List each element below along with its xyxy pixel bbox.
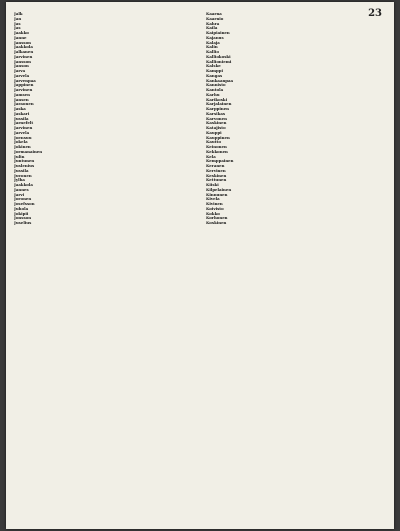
entry-surname: Jonsson: [14, 215, 32, 221]
entry-surname: Keinonen: [206, 144, 227, 149]
entry-surname: Jannes: [14, 186, 29, 192]
entry-surname: Kantola: [206, 87, 224, 92]
entry-surname: Kalske: [206, 63, 221, 69]
entry-surname: Karjalainen: [206, 101, 232, 107]
entry-surname: Kaskinen: [206, 120, 227, 126]
entry-surname: Kettunen: [206, 177, 227, 183]
entry-surname: Kilpelainen: [206, 186, 232, 192]
entry-surname: Koskinen: [206, 220, 227, 225]
entry-surname: Jansen: [14, 96, 29, 102]
entry-surname: Kekkonen: [206, 148, 228, 154]
entry-surname: Jylha: [14, 177, 25, 183]
entry-surname: Jaakko: [14, 30, 29, 35]
entry-surname: Jappinen: [14, 82, 34, 88]
entry-surname: Kalliokoski: [206, 53, 231, 59]
entry-surname: Kauppi: [206, 129, 222, 135]
entry-surname: Janson: [14, 63, 29, 69]
entry-surname: Joensuu: [14, 134, 32, 140]
directory-column-left: [14, 12, 192, 522]
entry-surname: Jansson: [14, 39, 31, 45]
entry-surname: Kauppinen: [206, 134, 230, 140]
entry-surname: Jokela: [14, 139, 28, 145]
entry-surname: Kallio: [206, 49, 219, 54]
entry-surname: Juselius: [14, 220, 32, 225]
entry-surname: Kaipiainen: [206, 30, 230, 35]
entry-surname: Jamsen: [14, 91, 30, 97]
entry-surname: Jas: [14, 20, 21, 26]
entry-surname: Josefsson: [14, 201, 35, 206]
entry-surname: Kankaanpaa: [206, 77, 234, 83]
entry-surname: Kivela: [206, 196, 220, 202]
entry-surname: Kaila: [206, 25, 218, 31]
entry-surname: Juntunen: [14, 158, 35, 164]
entry-surname: Kivinen: [206, 201, 223, 206]
entry-surname: Joronen: [14, 196, 32, 202]
entry-surname: Kalaja: [206, 39, 220, 45]
entry-surname: Jussila: [14, 115, 29, 121]
page-number: 23: [368, 8, 382, 19]
entry-surname: Karvonen: [206, 115, 227, 121]
directory-page: [6, 2, 394, 529]
entry-surname: Jan: [14, 15, 22, 21]
entry-surname: Kallioniemi: [206, 58, 232, 64]
entry-surname: Kahra: [206, 20, 220, 26]
entry-surname: Jarvinen: [14, 87, 33, 92]
entry-surname: Jarva: [14, 68, 26, 73]
entry-surname: Katajisto: [206, 125, 226, 130]
entry-surname: Jormanainen: [14, 148, 43, 154]
entry-surname: Jarvinen: [14, 125, 33, 130]
entry-surname: Jokipii: [14, 210, 29, 216]
entry-surname: Jarvinen: [14, 53, 33, 59]
entry-surname: Jussila: [14, 167, 29, 173]
entry-surname: Kela: [206, 153, 216, 159]
entry-surname: Keskinen: [206, 172, 227, 178]
entry-surname: Janne: [14, 34, 27, 40]
entry-surname: Kaarna: [206, 12, 222, 16]
entry-surname: Jalkanen: [14, 49, 34, 54]
entry-surname: Karikoski: [206, 96, 228, 102]
entry-surname: Jaraonen: [14, 101, 34, 107]
entry-surname: Kangas: [206, 72, 223, 78]
entry-surname: Kinnunen: [206, 191, 228, 197]
entry-surname: Korhonen: [206, 215, 228, 221]
entry-surname: Jaakkola: [14, 44, 33, 50]
entry-surname: Jaakkola: [14, 182, 33, 187]
entry-surname: Kalin: [206, 44, 218, 50]
entry-surname: Karsikas: [206, 110, 226, 116]
entry-surname: Karppinen: [206, 106, 230, 111]
entry-surname: Jas: [14, 25, 21, 31]
entry-surname: Kokko: [206, 210, 220, 216]
entry-surname: Juhola: [14, 205, 29, 211]
entry-surname: Jarvenpaa: [14, 77, 36, 83]
directory-entry: [14, 221, 192, 226]
entry-surname: Kamppi: [206, 68, 223, 73]
entry-surname: Juslenius: [14, 163, 35, 168]
entry-surname: Jarvela: [14, 129, 30, 135]
entry-surname: Jansson: [14, 58, 31, 64]
directory-entry: [206, 221, 384, 226]
directory-column-right: [206, 12, 384, 522]
entry-surname: Jaskari: [14, 110, 30, 116]
entry-surname: Jokinen: [14, 144, 31, 149]
entry-surname: Keranen: [206, 163, 225, 168]
entry-surname: Karhu: [206, 91, 220, 97]
entry-surname: Jaska: [14, 106, 26, 111]
entry-surname: Kannisto: [206, 82, 226, 88]
entry-surname: Juvonen: [14, 172, 32, 178]
entry-surname: Julin: [14, 153, 25, 159]
entry-surname: Jarvela: [14, 72, 30, 78]
entry-surname: Koivisto: [206, 205, 224, 211]
entry-surname: Kemppainen: [206, 158, 234, 164]
entry-surname: Kaarnio: [206, 15, 224, 21]
entry-surname: Kervinen: [206, 167, 226, 173]
entry-surname: Kiiski: [206, 182, 219, 187]
entry-surname: Kautto: [206, 139, 221, 145]
entry-surname: Jalk: [14, 12, 23, 16]
entry-surname: Jarvi: [14, 191, 25, 197]
entry-surname: Jarnefelt: [14, 120, 34, 126]
entry-surname: Kajanus: [206, 34, 224, 40]
